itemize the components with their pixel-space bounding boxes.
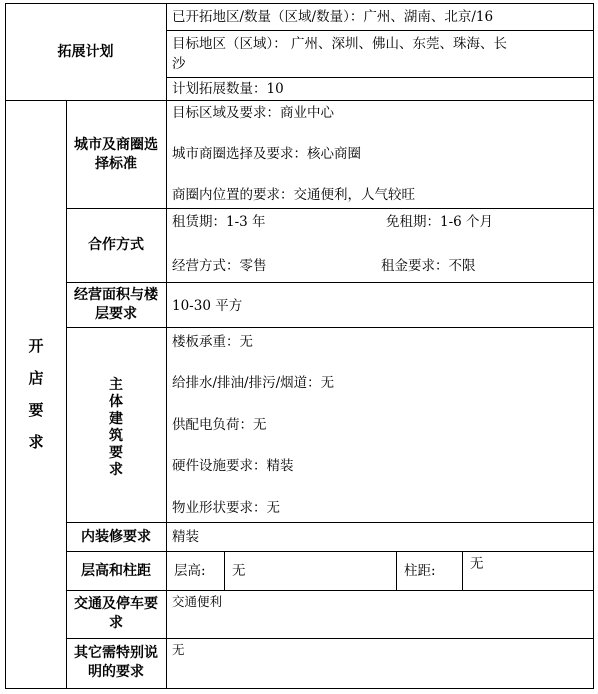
- planned-quantity: 计划拓展数量：10: [172, 81, 284, 97]
- floor-height-value: 无: [232, 563, 246, 579]
- target-regions-line-2: 沙: [172, 56, 186, 72]
- height-cell-divider-2: [396, 551, 397, 591]
- other-requirements-value: 无: [172, 642, 185, 657]
- target-regions-line-1: 目标地区（区域）： 广州、深圳、佛山、东莞、珠海、长: [172, 36, 508, 52]
- floor-height-label: 层高:: [174, 563, 206, 579]
- store-requirements-label: 开店要求: [28, 337, 44, 451]
- row-line-building: [66, 522, 594, 523]
- table-border-right: [593, 3, 594, 689]
- power-load: 供配电负荷：无: [172, 417, 267, 433]
- plan-row-line-2: [166, 77, 594, 78]
- row-line-interior: [66, 551, 594, 552]
- table-border-left: [5, 3, 6, 689]
- target-area: 目标区域及要求：商业中心: [172, 105, 334, 121]
- rent-free-period: 免租期：1-6 个月: [386, 214, 494, 230]
- row-line-city: [66, 208, 594, 209]
- plan-bottom-line: [5, 100, 594, 101]
- table-border-top: [5, 3, 594, 4]
- traffic-parking-label: 交通及停车要求: [74, 596, 158, 631]
- property-shape: 物业形状要求：无: [172, 500, 280, 516]
- other-requirements-label: 其它需特别说明的要求: [74, 645, 158, 680]
- plan-divider: [166, 3, 167, 101]
- req-col-divider-1: [66, 100, 67, 689]
- building-requirements-label: 主体建筑要求: [109, 377, 123, 478]
- row-line-height: [66, 590, 594, 591]
- area-floor-value: 10-30 平方: [172, 298, 243, 314]
- row-line-area: [66, 327, 594, 328]
- row-line-coop: [66, 282, 594, 283]
- column-spacing-value: 无: [470, 556, 484, 572]
- expansion-plan-label: 拓展计划: [57, 44, 114, 60]
- row-line-traffic: [66, 638, 594, 639]
- cooperation-label: 合作方式: [88, 237, 144, 253]
- district-position: 商圈内位置的要求：交通便利，人气较旺: [172, 187, 415, 203]
- opened-regions: 已开拓地区/数量（区域/数量）：广州、湖南、北京/16: [172, 9, 494, 25]
- area-floor-label: 经营面积与楼层要求: [74, 287, 158, 322]
- height-cell-divider-1: [224, 551, 225, 591]
- rent-requirement: 租金要求：不限: [381, 258, 476, 274]
- plan-row-line-1: [166, 30, 594, 31]
- business-mode: 经营方式：零售: [172, 258, 267, 274]
- height-cell-divider-3: [462, 551, 463, 591]
- interior-label: 内装修要求: [81, 529, 151, 545]
- floor-load: 楼板承重：无: [172, 334, 253, 350]
- district-choice: 城市商圈选择及要求：核心商圈: [172, 146, 361, 162]
- hardware-requirement: 硬件设施要求：精装: [172, 458, 294, 474]
- lease-term: 租赁期：1-3 年: [172, 214, 266, 230]
- pipes-flues: 给排水/排油/排污/烟道：无: [172, 375, 335, 391]
- interior-value: 精装: [172, 529, 199, 545]
- column-spacing-label: 柱距:: [404, 563, 436, 579]
- table-border-bottom: [5, 688, 594, 689]
- height-column-label: 层高和柱距: [81, 563, 151, 579]
- city-district-label: 城市及商圈选择标准: [74, 137, 158, 172]
- req-col-divider-2: [166, 100, 167, 689]
- traffic-parking-value: 交通便利: [172, 594, 223, 609]
